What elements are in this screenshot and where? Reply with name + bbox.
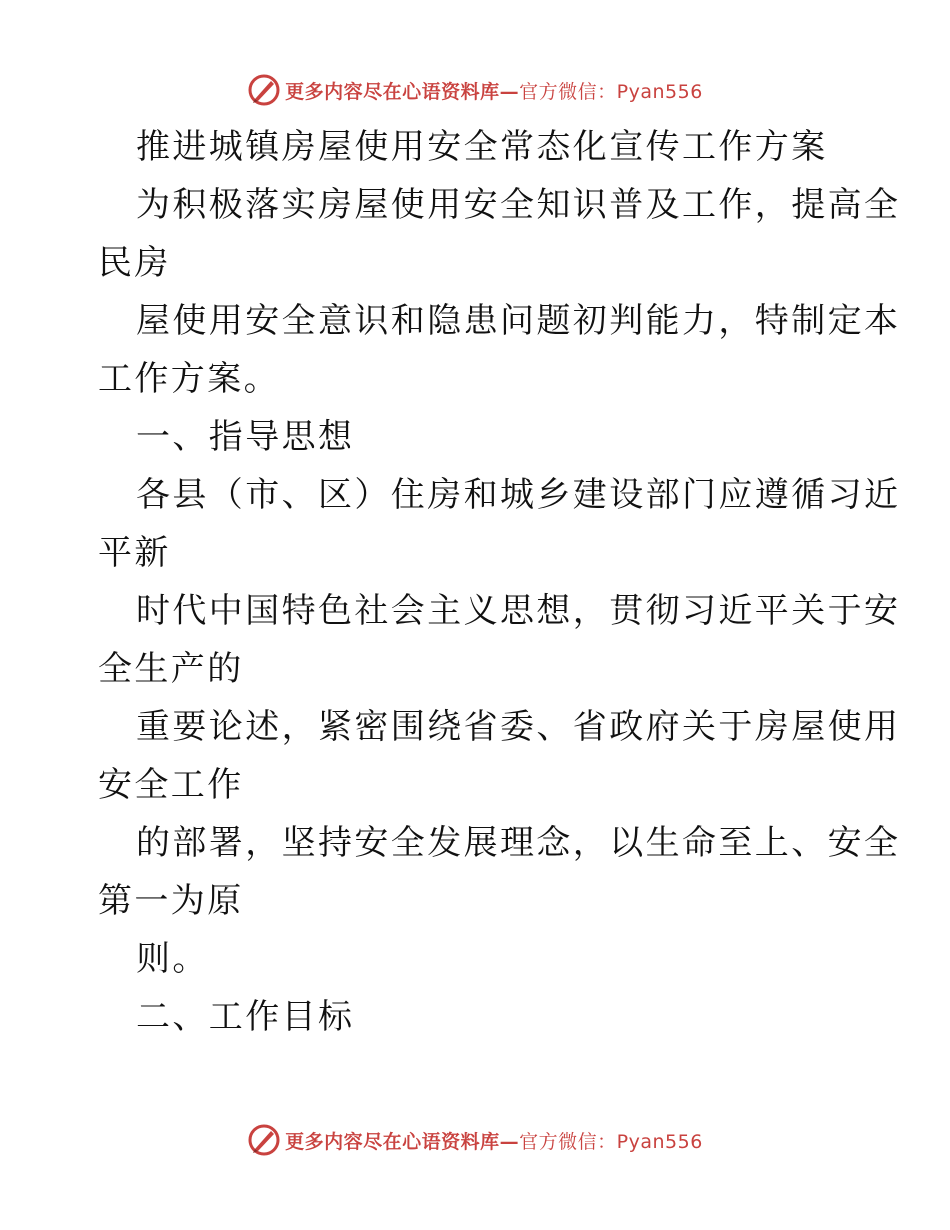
watermark-text: 更多内容尽在心语资料库— [285,1130,520,1153]
document-body [98,118,901,1046]
header-watermark [0,72,950,108]
text-line: 各县（市、区）住房和城乡建设部门应遵循习近 [136,475,901,515]
footer-watermark [0,1122,950,1158]
text-line: 一、指导思想 [136,417,355,457]
text-line: 推进城镇房屋使用安全常态化宣传工作方案 [136,127,828,167]
text-line: 二、工作目标 [136,997,355,1037]
pen-logo-icon [247,73,281,107]
text-line: 时代中国特色社会主义思想，贯彻习近平关于安 [136,591,901,631]
text-line: 屋使用安全意识和隐患问题初判能力，特制定本 [136,301,901,341]
text-line: 则。 [136,939,209,979]
text-line: 重要论述，紧密围绕省委、省政府关于房屋使用 [136,707,901,747]
text-line: 平新 [98,533,171,573]
pen-logo-icon [247,1123,281,1157]
text-line: 为积极落实房屋使用安全知识普及工作，提高全 [136,185,901,225]
text-line: 安全工作 [98,765,244,805]
text-line: 第一为原 [98,881,244,921]
text-line: 民房 [98,243,171,283]
text-line: 的部署，坚持安全发展理念，以生命至上、安全 [136,823,901,863]
watermark-contact: 官方微信：Pyan556 [519,1130,703,1153]
watermark-text: 更多内容尽在心语资料库— [285,80,520,103]
text-line: 工作方案。 [98,359,280,399]
watermark-contact: 官方微信：Pyan556 [519,80,703,103]
text-line: 全生产的 [98,649,244,689]
